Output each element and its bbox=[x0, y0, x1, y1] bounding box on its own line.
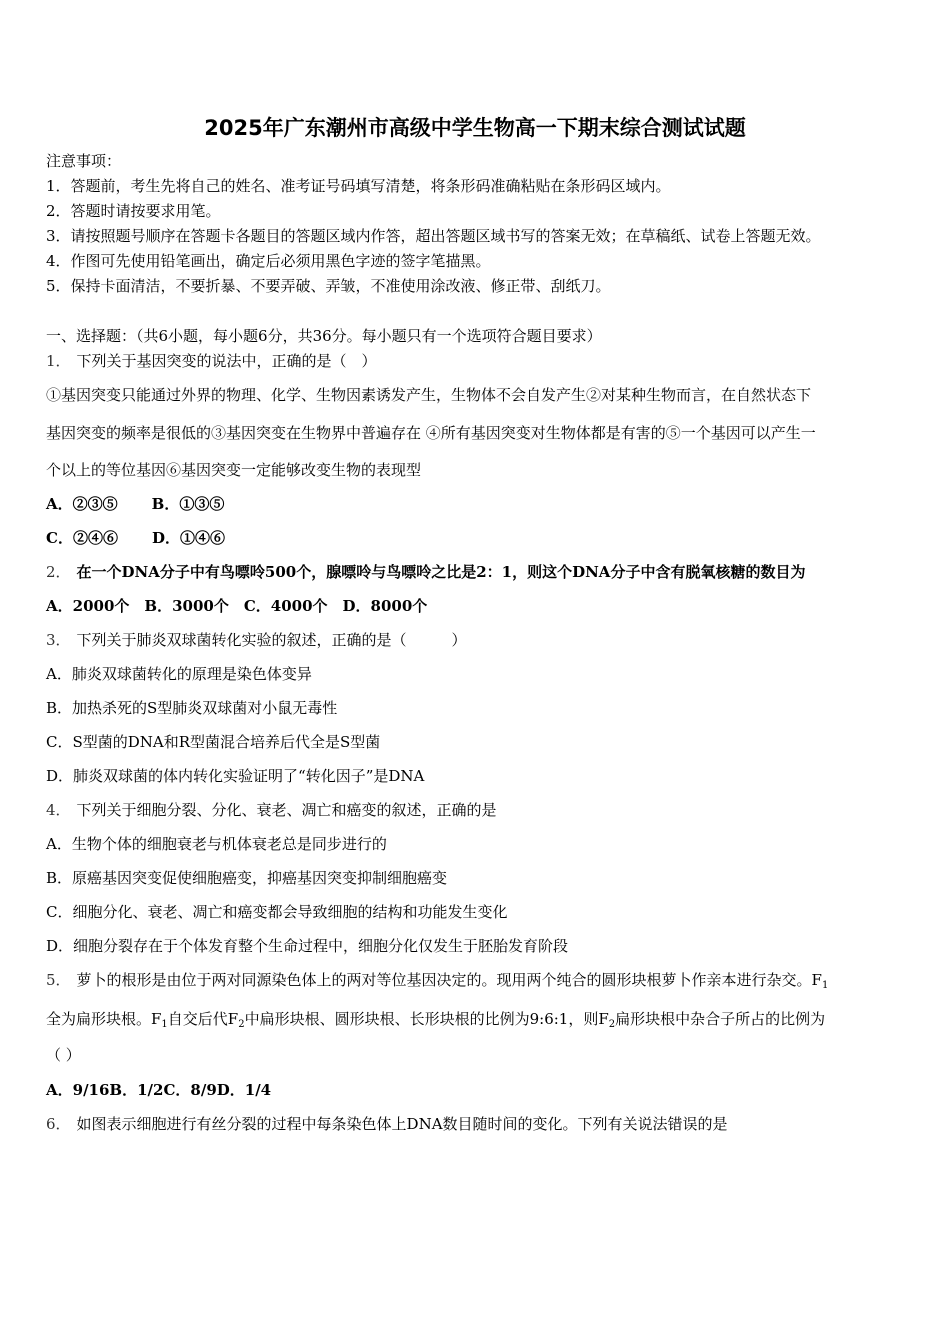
question-5-options: A．9/16B．1/2C．8/9D．1/4 bbox=[46, 1081, 272, 1099]
question-text: 全为扁形块根。F bbox=[46, 1010, 162, 1028]
question-4-option-d: D．细胞分裂存在于个体发育整个生命过程中，细胞分化仅发生于胚胎发育阶段 bbox=[46, 937, 569, 955]
subscript: 1 bbox=[161, 1019, 168, 1030]
question-1-stem bbox=[46, 351, 377, 371]
question-4-option-b: B．原癌基因突变促使细胞癌变，抑癌基因突变抑制细胞癌变 bbox=[46, 869, 448, 887]
option-b: B．①③⑤ bbox=[151, 495, 225, 513]
question-number: 1． bbox=[46, 352, 71, 370]
question-5-stem bbox=[46, 970, 828, 990]
question-4-option-c: C．细胞分化、衰老、凋亡和癌变都会导致细胞的结构和功能发生变化 bbox=[46, 903, 508, 921]
subscript: 2 bbox=[238, 1019, 245, 1030]
option-c: C．②④⑥ bbox=[46, 529, 118, 547]
question-text: 自交后代F bbox=[167, 1010, 239, 1028]
question-4-stem bbox=[46, 800, 497, 820]
question-text: 中扁形块根、圆形块根、长形块根的比例为9:6:1，则F bbox=[244, 1010, 609, 1028]
question-number: 4． bbox=[46, 801, 71, 819]
question-3-option-a: A．肺炎双球菌转化的原理是染色体变异 bbox=[46, 665, 312, 683]
question-text: 下列关于肺炎双球菌转化实验的叙述，正确的是（ ） bbox=[76, 631, 467, 649]
notice-item: 4．作图可先使用铅笔画出，确定后必须用黑色字迹的签字笔描黑。 bbox=[46, 252, 491, 270]
question-1-options-row bbox=[46, 494, 224, 514]
question-text: 扁形块根中杂合子所占的比例为 bbox=[615, 1010, 826, 1028]
question-text: 下列关于细胞分裂、分化、衰老、凋亡和癌变的叙述，正确的是 bbox=[76, 801, 497, 819]
section-heading: 一、选择题：（共6小题，每小题6分，共36分。每小题只有一个选项符合题目要求） bbox=[46, 327, 602, 345]
question-number: 2． bbox=[46, 563, 71, 581]
question-5-paren: （ ） bbox=[46, 1046, 81, 1064]
question-5-line bbox=[46, 1009, 825, 1029]
question-3-option-b: B．加热杀死的S型肺炎双球菌对小鼠无毒性 bbox=[46, 699, 338, 717]
option-d: D．①④⑥ bbox=[151, 529, 225, 547]
question-1-body-line: 个以上的等位基因⑥基因突变一定能够改变生物的表现型 bbox=[46, 461, 422, 479]
question-2-stem bbox=[46, 562, 805, 582]
question-2-options: A．2000个 B．3000个 C．4000个 D．8000个 bbox=[46, 597, 428, 615]
notice-item: 2．答题时请按要求用笔。 bbox=[46, 202, 221, 220]
subscript: 1 bbox=[821, 980, 829, 991]
question-3-option-d: D．肺炎双球菌的体内转化实验证明了“转化因子”是DNA bbox=[46, 767, 425, 785]
question-number: 3． bbox=[46, 631, 71, 649]
question-text: 萝卜的根形是由位于两对同源染色体上的两对等位基因决定的。现用两个纯合的圆形块根萝卜作亲本进行杂交。F bbox=[76, 971, 822, 989]
question-4-option-a: A．生物个体的细胞衰老与机体衰老总是同步进行的 bbox=[46, 835, 387, 853]
question-3-stem bbox=[46, 630, 467, 650]
question-number: 6． bbox=[46, 1115, 71, 1133]
notice-item: 3．请按照题号顺序在答题卡各题目的答题区域内作答，超出答题区域书写的答案无效；在草稿纸、试卷上答题无效。 bbox=[46, 227, 821, 245]
notice-item: 5．保持卡面清洁，不要折暴、不要弄破、弄皱，不准使用涂改液、修正带、刮纸刀。 bbox=[46, 277, 611, 295]
page-title: 2025年广东潮州市高级中学生物高一下期末综合测试试题 bbox=[204, 116, 746, 140]
question-3-option-c: C．S型菌的DNA和R型菌混合培养后代全是S型菌 bbox=[46, 733, 381, 751]
question-number: 5． bbox=[46, 971, 71, 989]
question-text: 如图表示细胞进行有丝分裂的过程中每条染色体上DNA数目随时间的变化。下列有关说法错误的是 bbox=[76, 1115, 728, 1133]
question-1-options-row bbox=[46, 528, 225, 548]
question-1-body-line: ①基因突变只能通过外界的物理、化学、生物因素诱发产生，生物体不会自发产生②对某种生物而言，在自然状态下 bbox=[46, 386, 812, 404]
question-text: 在一个DNA分子中有鸟嘌呤500个，腺嘌呤与鸟嘌呤之比是2：1，则这个DNA分子中含有脱氧核糖的数目为 bbox=[76, 563, 806, 581]
notice-heading: 注意事项： bbox=[46, 152, 122, 170]
question-6-stem bbox=[46, 1114, 728, 1134]
question-1-body-line: 基因突变的频率是很低的③基因突变在生物界中普遍存在 ④所有基因突变对生物体都是有害的⑤一个基因可以产生一 bbox=[46, 424, 816, 442]
subscript: 2 bbox=[608, 1019, 616, 1030]
question-text: 下列关于基因突变的说法中，正确的是（ ） bbox=[76, 352, 377, 370]
option-a: A．②③⑤ bbox=[46, 495, 118, 513]
notice-item: 1．答题前，考生先将自己的姓名、准考证号码填写清楚，将条形码准确粘贴在条形码区域内。 bbox=[46, 177, 671, 195]
